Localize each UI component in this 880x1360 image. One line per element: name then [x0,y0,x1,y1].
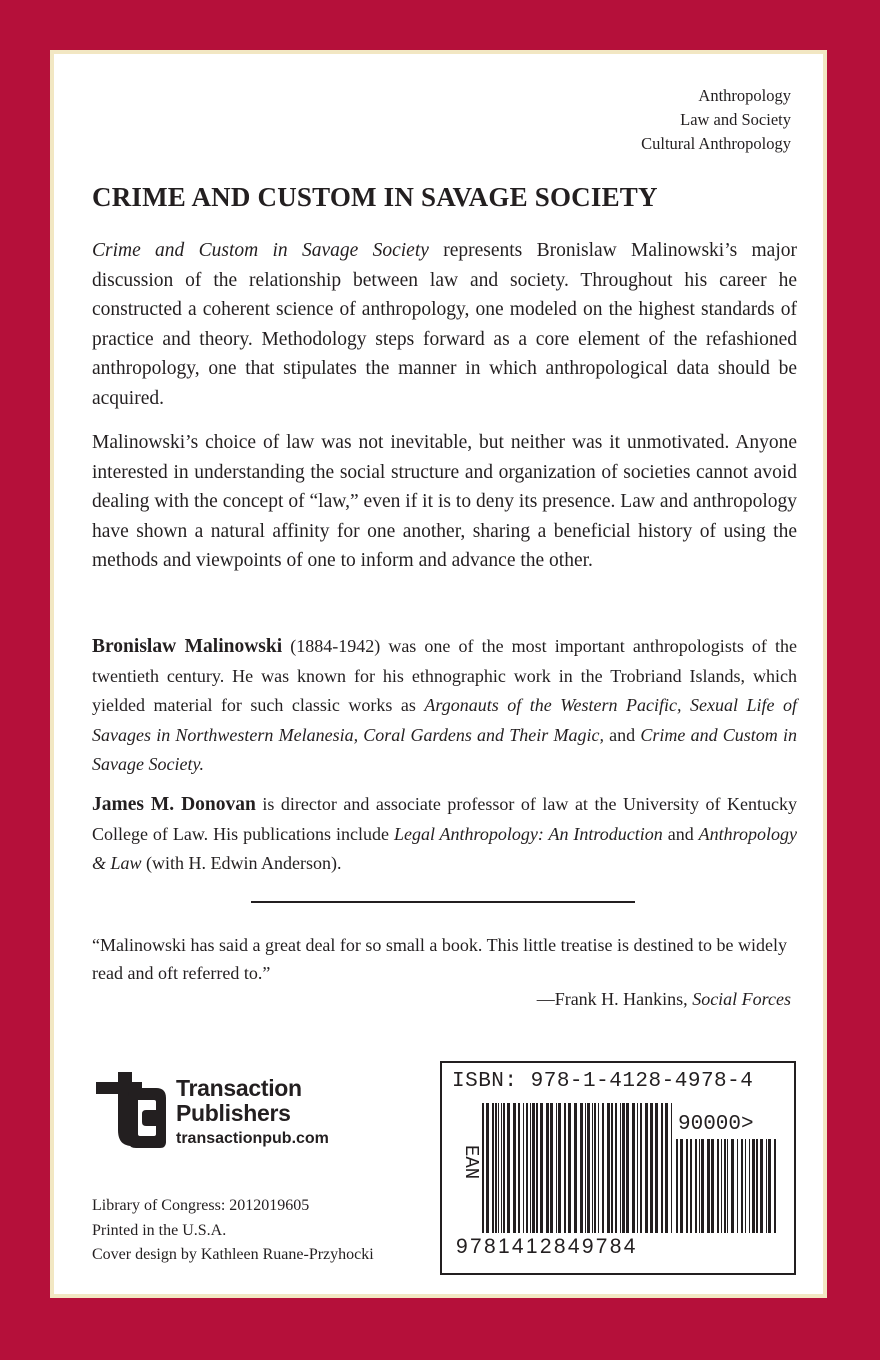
barcode-bar [690,1139,692,1233]
subject-3: Cultural Anthropology [641,134,791,153]
barcode-bar [513,1103,516,1233]
review-quote: “Malinowski has said a great deal for so small a book. This little treatise is destined to be widely read and oft referred to.” [92,935,788,983]
barcode-bar [526,1103,528,1233]
barcode-bar [592,1103,593,1233]
barcode-bar [568,1103,571,1233]
barcode-bar [768,1139,771,1233]
ean-label: EAN [460,1145,482,1180]
editor-name: James M. Donovan [92,794,256,815]
barcode-bar [501,1103,502,1233]
editor-bio-and: and [662,823,699,844]
barcode-bar [766,1139,767,1233]
barcode-bar [607,1103,610,1233]
editor-work-1: Legal Anthropology: An Introduction [393,823,663,844]
barcode-bar [532,1103,535,1233]
barcode-bar [594,1103,596,1233]
barcode-bar [574,1103,577,1233]
barcode-bar [550,1103,553,1233]
barcode-bar [540,1103,543,1233]
description-text-1: represents Bronislaw Malinowski’s major discussion of the relationship between law and society. Throughout his career he constructed a coherent science of anthropology, one modeled on the highest standards of practice and theory. Methodology steps forward as a core element of the refashioned anthropology, one that stipulates the manner in which anthropological data should be acquired. [92,240,797,409]
author-works-1: Argonauts of the Western Pacific, Sexual Life of Savages in Northwestern Melanesia, Coral Gardens and Their Magic, [92,695,797,745]
book-title: CRIME AND CUSTOM IN SAVAGE SOCIETY [92,182,658,212]
editor-bio [92,790,797,879]
barcode-bar [749,1139,750,1233]
barcode-bar [518,1103,520,1233]
price-barcode-bars [676,1139,786,1233]
publisher-name [176,1076,302,1126]
barcode-bar [721,1139,722,1233]
barcode-bar [536,1103,538,1233]
barcode-bar [695,1139,697,1233]
editor-work-2: Anthropology & Law [92,823,797,873]
barcode-bar [699,1139,700,1233]
barcode-bar [507,1103,510,1233]
back-cover-panel [50,50,827,1298]
colophon [92,1194,374,1268]
publisher-url: transactionpub.com [176,1130,329,1147]
author-bio-and: and [603,724,641,745]
subject-categories [641,84,791,156]
author-bio [92,632,797,780]
barcode-bar [620,1103,621,1233]
quote-author: —Frank H. Hankins, [536,989,693,1009]
publisher-logo-icon [92,1070,168,1150]
barcode-bar [655,1103,658,1233]
description-paragraph-2: Malinowski’s choice of law was not inevitable, but neither was it unmotivated. Anyone interested in understanding the social structure and organization of societies cannot avoid dealing with the concept of “law,” even if it is to deny its presence. Law and anthropology have shown a natural affinity for one another, sharing a beneficial history of using the methods and viewpoints of one to inform and advance the other. [92,432,797,571]
isbn-number: ISBN: 978-1-4128-4978-4 [452,1070,754,1093]
quote-source: Social Forces [692,989,791,1009]
barcode-bar [707,1139,710,1233]
barcode-bar [615,1103,617,1233]
barcode-bar [622,1103,625,1233]
barcode-bar [564,1103,566,1233]
barcode-bar [731,1139,734,1233]
barcode-bar [724,1139,726,1233]
description-book-title: Crime and Custom in Savage Society [92,240,429,261]
barcode-bar [492,1103,494,1233]
barcode-bar [686,1139,688,1233]
printed-in: Printed in the U.S.A. [92,1221,227,1239]
barcode-bar [737,1139,738,1233]
author-name: Bronislaw Malinowski [92,636,283,657]
barcode-bar [546,1103,549,1233]
subject-2: Law and Society [680,110,791,129]
author-works-2: Crime and Custom in Savage Society. [92,724,797,774]
barcode-bar [486,1103,489,1233]
price-code: 90000> [678,1113,754,1136]
barcode-bar [645,1103,648,1233]
ean-digits: 9781412849784 [456,1235,638,1258]
author-bio-text: (1884-1942) was one of the most important anthropologists of the twentieth century. He was known for his ethnographic work in the Trobriand Islands, which yielded material for such classic works as [92,636,797,715]
barcode-bar [637,1103,638,1233]
quote-attribution [537,986,791,1013]
barcode-bar [640,1103,642,1233]
barcode-bar [632,1103,635,1233]
barcode-bar [503,1103,505,1233]
editor-bio-text: is director and associate professor of law at the University of Kentucky College of Law. His publications include [92,794,797,844]
barcode-bar [671,1103,672,1233]
barcode-bar [611,1103,613,1233]
barcode-bar [701,1139,704,1233]
barcode-bar [495,1103,497,1233]
barcode-bar [498,1103,499,1233]
barcode-bar [661,1103,663,1233]
library-of-congress: Library of Congress: 2012019605 [92,1197,310,1214]
barcode-bar [602,1103,604,1233]
section-divider [251,901,635,903]
barcode-bar [530,1103,531,1233]
description-paragraph-1 [92,236,797,413]
barcode-bar [556,1103,557,1233]
ean-barcode-bars [482,1103,672,1233]
barcode-bar [665,1103,668,1233]
subject-1: Anthropology [698,86,791,105]
barcode-bar [558,1103,561,1233]
publisher-name-line-2: Publishers [176,1100,291,1126]
editor-bio-end: (with H. Edwin Anderson). [141,853,342,873]
barcode-bar [774,1139,776,1233]
barcode-bar [717,1139,719,1233]
barcode-bar [598,1103,599,1233]
barcode-bar [745,1139,746,1233]
barcode-bar [650,1103,653,1233]
barcode-bar [752,1139,755,1233]
barcode-bar [626,1103,629,1233]
publisher-name-line-1: Transaction [176,1075,302,1101]
barcode-bar [727,1139,728,1233]
barcode-bar [760,1139,763,1233]
barcode-bar [587,1103,590,1233]
barcode-bar [741,1139,743,1233]
isbn-barcode [440,1061,796,1275]
barcode-bar [711,1139,714,1233]
barcode-bar [680,1139,683,1233]
barcode-bar [585,1103,586,1233]
cover-design-credit: Cover design by Kathleen Ruane-Przyhocki [92,1246,374,1263]
barcode-bar [580,1103,583,1233]
barcode-bar [482,1103,484,1233]
barcode-bar [756,1139,758,1233]
barcode-bar [676,1139,678,1233]
publisher-logo [92,1070,352,1160]
barcode-bar [523,1103,524,1233]
